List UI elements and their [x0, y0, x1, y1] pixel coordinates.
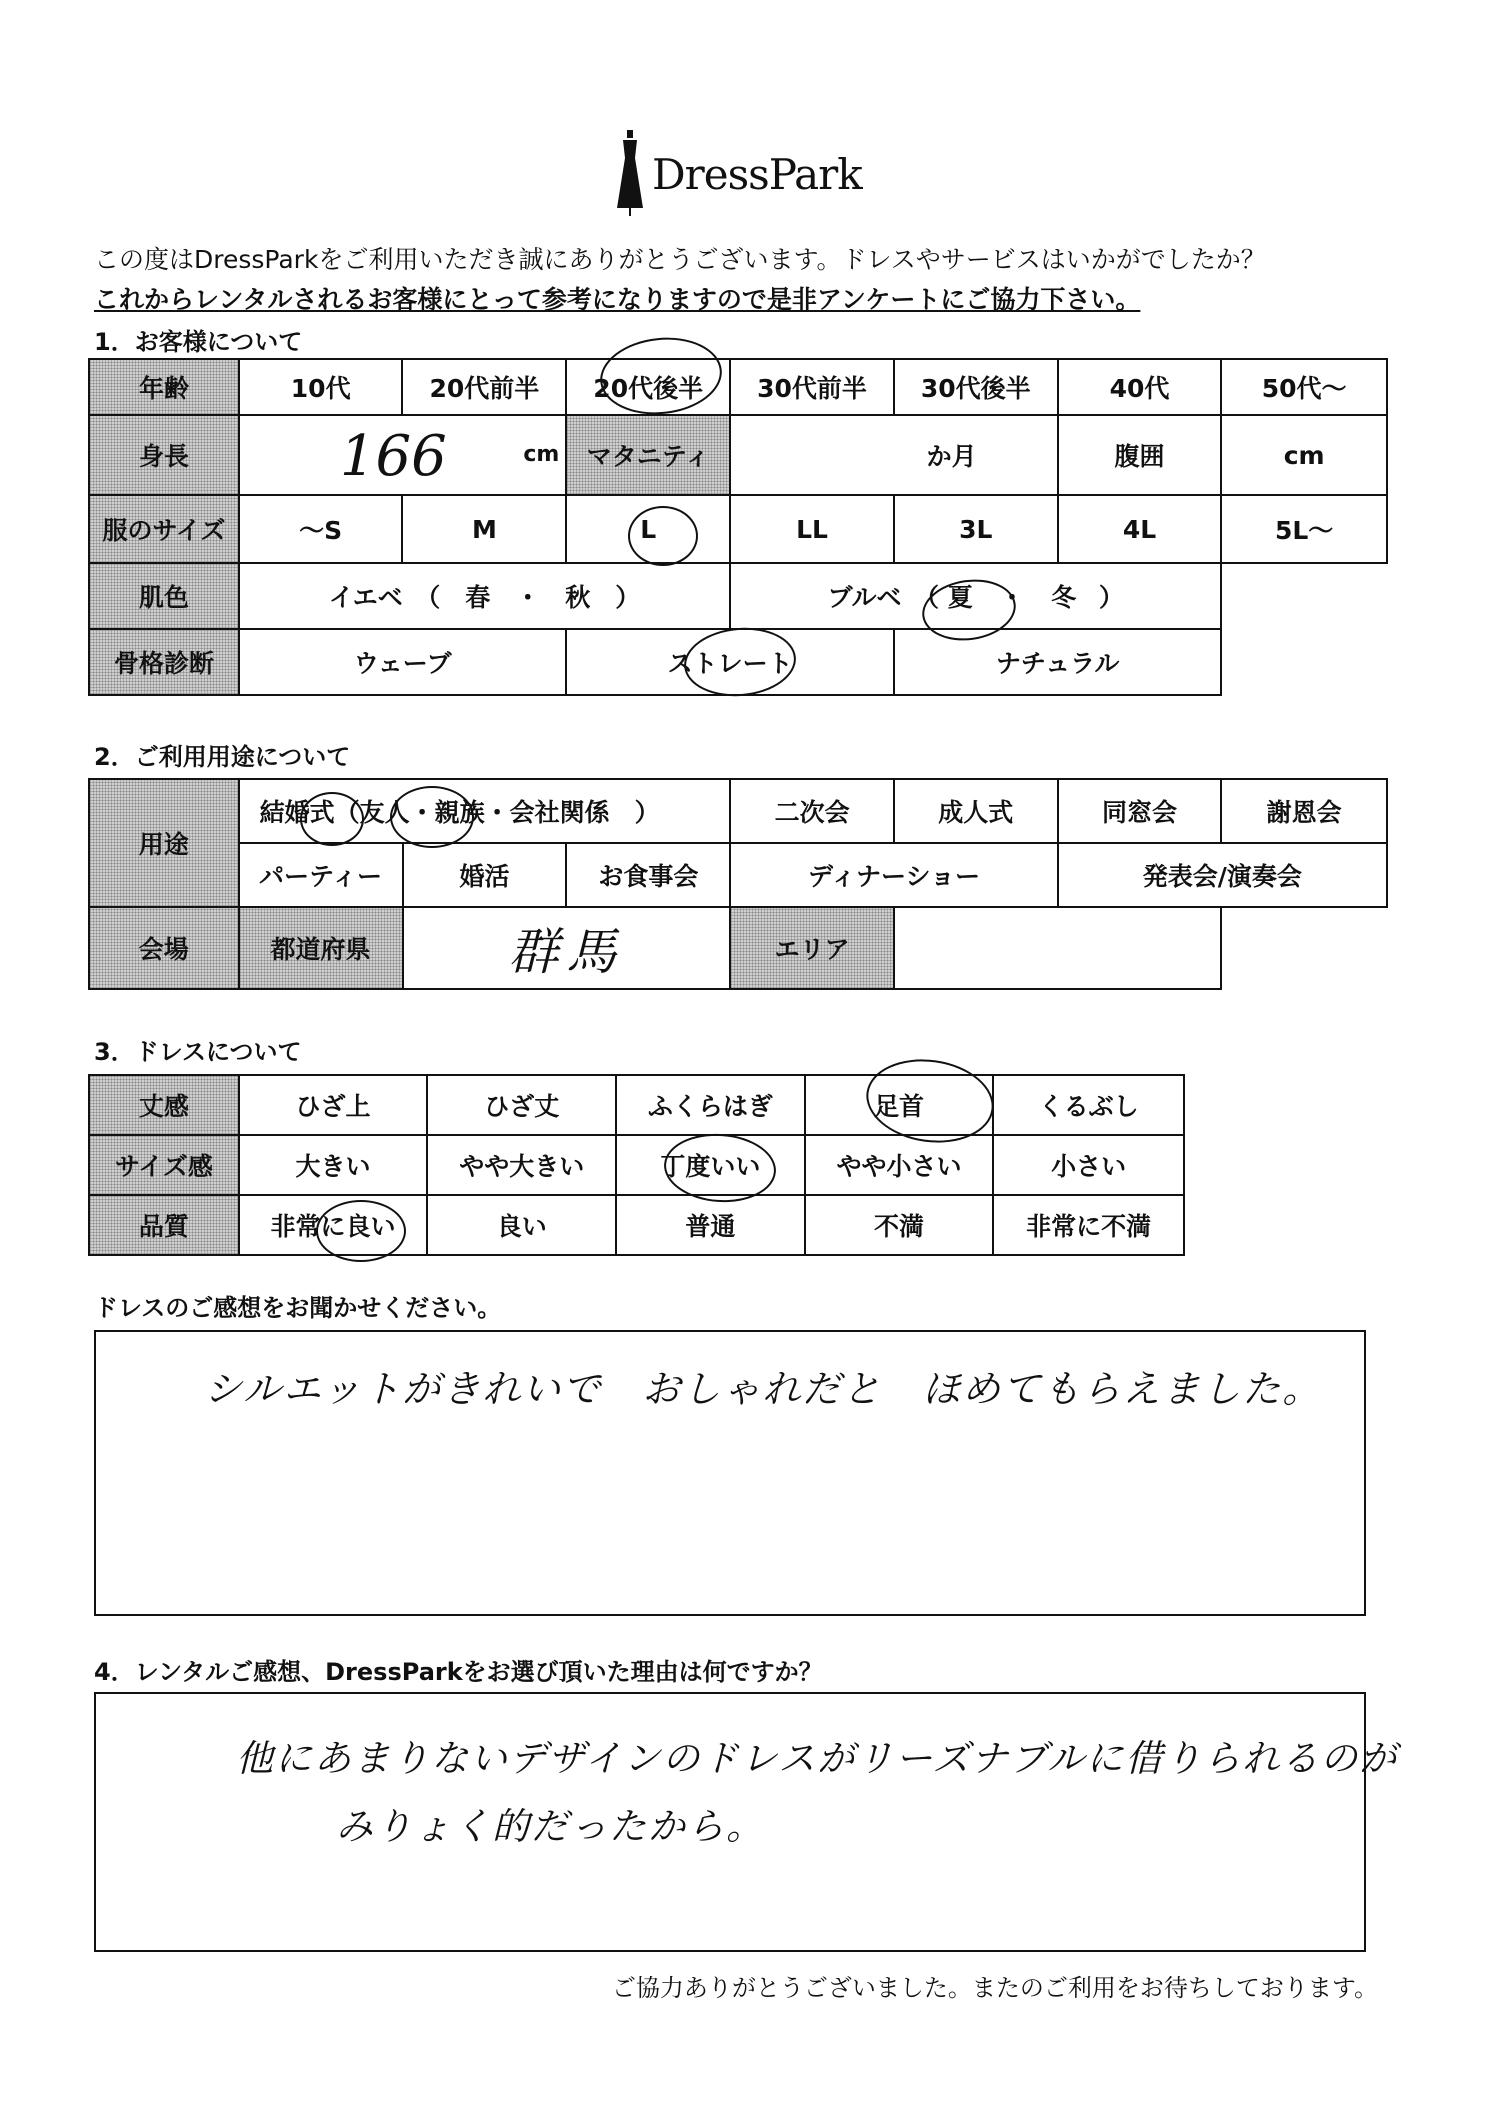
skin-blue-separator: ・ — [999, 583, 1025, 612]
selection-circle — [300, 792, 364, 846]
fit-option[interactable]: やや小さい — [805, 1135, 994, 1195]
skin-row — [89, 563, 1387, 629]
size-option[interactable]: L — [566, 495, 730, 563]
skeleton-option[interactable]: ストレート — [566, 629, 894, 695]
skin-blue-summer[interactable]: 夏 — [947, 583, 973, 612]
length-option[interactable]: くるぶし — [993, 1075, 1184, 1135]
intro-line-2: これからレンタルされるお客様にとって参考になりますので是非アンケートにご協力下さい。 — [94, 285, 1141, 314]
purpose-recital[interactable]: 発表会/演奏会 — [1058, 843, 1387, 907]
purpose-coming-of-age[interactable]: 成人式 — [894, 779, 1058, 843]
size-option[interactable]: 5L～ — [1221, 495, 1387, 563]
prefecture-label: 都道府県 — [239, 907, 403, 989]
purpose-row-2 — [89, 843, 1387, 907]
skeleton-label: 骨格診断 — [89, 629, 239, 695]
prefecture-value: 群馬 — [508, 923, 625, 981]
age-label: 年齢 — [89, 359, 239, 415]
quality-row — [89, 1195, 1184, 1255]
empty-cell — [1221, 907, 1387, 989]
wedding-rest-label[interactable]: ・親族・会社関係 ） — [409, 798, 660, 827]
fit-option[interactable]: 丁度いい — [616, 1135, 805, 1195]
age-option[interactable]: 10代 — [239, 359, 403, 415]
length-option[interactable]: 足首 — [805, 1075, 994, 1135]
section-3-heading: 3．ドレスについて — [94, 1038, 302, 1066]
length-option[interactable]: ひざ上 — [239, 1075, 428, 1135]
empty-cell — [1221, 563, 1387, 629]
brand-name: DressPark — [652, 150, 862, 199]
purpose-party[interactable]: パーティー — [239, 843, 403, 907]
dress-table — [88, 1074, 1185, 1256]
height-value: 166 — [339, 424, 447, 489]
purpose-label: 用途 — [89, 779, 239, 907]
waist-field[interactable] — [1221, 415, 1387, 495]
impressions-answer: シルエットがきれいで おしゃれだと ほめてもらえました。 — [204, 1367, 1323, 1411]
purpose-dinner[interactable]: お食事会 — [566, 843, 730, 907]
section-1-heading: 1．お客様について — [94, 328, 303, 356]
purpose-konkatsu[interactable]: 婚活 — [403, 843, 567, 907]
size-option[interactable]: M — [402, 495, 566, 563]
size-row — [89, 495, 1387, 563]
reason-answer-box[interactable] — [94, 1692, 1399, 1952]
reason-answer-line-2: みりょく的だったから。 — [336, 1805, 765, 1848]
age-option[interactable]: 30代後半 — [894, 359, 1058, 415]
purpose-row-1 — [89, 779, 1387, 843]
area-label: エリア — [730, 907, 894, 989]
skin-blue-prefix: ブルベ （ — [827, 583, 939, 612]
maternity-months-field[interactable] — [730, 415, 1058, 495]
skin-yellow-option[interactable]: イエベ （ 春 ・ 秋 ） — [239, 563, 730, 629]
skin-label: 肌色 — [89, 563, 239, 629]
length-row — [89, 1075, 1184, 1135]
footer-thanks: ご協力ありがとうございました。またのご利用をお待ちしております。 — [611, 1974, 1378, 2002]
friend-label[interactable]: 友人 — [359, 798, 410, 827]
area-field[interactable] — [894, 907, 1221, 989]
skeleton-option[interactable]: ウェーブ — [239, 629, 566, 695]
impressions-prompt: ドレスのご感想をお聞かせください。 — [94, 1294, 502, 1322]
purpose-thanks[interactable]: 謝恩会 — [1221, 779, 1387, 843]
section-4-heading: 4．レンタルご感想、DressParkをお選び頂いた理由は何ですか？ — [94, 1658, 823, 1686]
age-option[interactable]: 20代前半 — [402, 359, 566, 415]
age-row — [89, 359, 1387, 415]
fit-option[interactable]: やや大きい — [427, 1135, 616, 1195]
fit-option[interactable]: 小さい — [993, 1135, 1184, 1195]
size-option[interactable]: ～S — [239, 495, 403, 563]
impressions-answer-box[interactable] — [94, 1330, 1366, 1616]
purpose-reunion[interactable]: 同窓会 — [1058, 779, 1222, 843]
height-row — [89, 415, 1387, 495]
purpose-after-party[interactable]: 二次会 — [730, 779, 894, 843]
waist-label: 腹囲 — [1058, 415, 1222, 495]
months-unit: か月 — [926, 442, 977, 471]
venue-label: 会場 — [89, 907, 239, 989]
selection-circle — [316, 1200, 406, 1262]
intro-line-1: この度はDressParkをご利用いただき誠にありがとうございます。ドレスやサービスはいかがでしたか？ — [94, 245, 1266, 274]
size-label: 服のサイズ — [89, 495, 239, 563]
quality-label: 品質 — [89, 1195, 239, 1255]
selection-circle — [628, 506, 698, 566]
quality-option[interactable]: 良い — [427, 1195, 616, 1255]
quality-option[interactable]: 非常に良い — [239, 1195, 428, 1255]
height-unit: cm — [523, 442, 560, 467]
maternity-label: マタニティ — [566, 415, 730, 495]
age-option[interactable]: 50代～ — [1221, 359, 1387, 415]
size-option[interactable]: 3L — [894, 495, 1058, 563]
usage-table — [88, 778, 1388, 990]
wedding-label[interactable]: 結婚式（ — [259, 798, 360, 827]
quality-option[interactable]: 非常に不満 — [993, 1195, 1184, 1255]
length-label: 丈感 — [89, 1075, 239, 1135]
venue-row — [89, 907, 1387, 989]
quality-option[interactable]: 不満 — [805, 1195, 994, 1255]
age-option[interactable]: 30代前半 — [730, 359, 894, 415]
section-2-heading: 2．ご利用用途について — [94, 743, 351, 771]
skeleton-option[interactable]: ナチュラル — [894, 629, 1221, 695]
dresspark-logo — [612, 128, 862, 218]
skin-blue-suffix: ） — [1098, 583, 1124, 612]
height-field[interactable] — [239, 415, 566, 495]
height-label: 身長 — [89, 415, 239, 495]
reason-answer-line-1: 他にあまりないデザインのドレスがリーズナブルに借りられるのが — [236, 1737, 1399, 1780]
size-option[interactable]: LL — [730, 495, 894, 563]
length-option[interactable]: ふくらはぎ — [616, 1075, 805, 1135]
empty-cell — [1221, 629, 1387, 695]
age-option[interactable]: 40代 — [1058, 359, 1222, 415]
prefecture-field[interactable] — [403, 907, 731, 989]
waist-unit: cm — [1283, 440, 1325, 470]
quality-option[interactable]: 普通 — [616, 1195, 805, 1255]
skin-blue-winter[interactable]: 冬 — [1051, 583, 1077, 612]
purpose-dinner-show[interactable]: ディナーショー — [730, 843, 1057, 907]
age-option[interactable]: 20代後半 — [566, 359, 730, 415]
fit-row — [89, 1135, 1184, 1195]
fit-option[interactable]: 大きい — [239, 1135, 428, 1195]
fit-label: サイズ感 — [89, 1135, 239, 1195]
length-option[interactable]: ひざ丈 — [427, 1075, 616, 1135]
size-option[interactable]: 4L — [1058, 495, 1222, 563]
selection-circle — [390, 786, 474, 848]
dress-mannequin-icon — [612, 128, 648, 218]
